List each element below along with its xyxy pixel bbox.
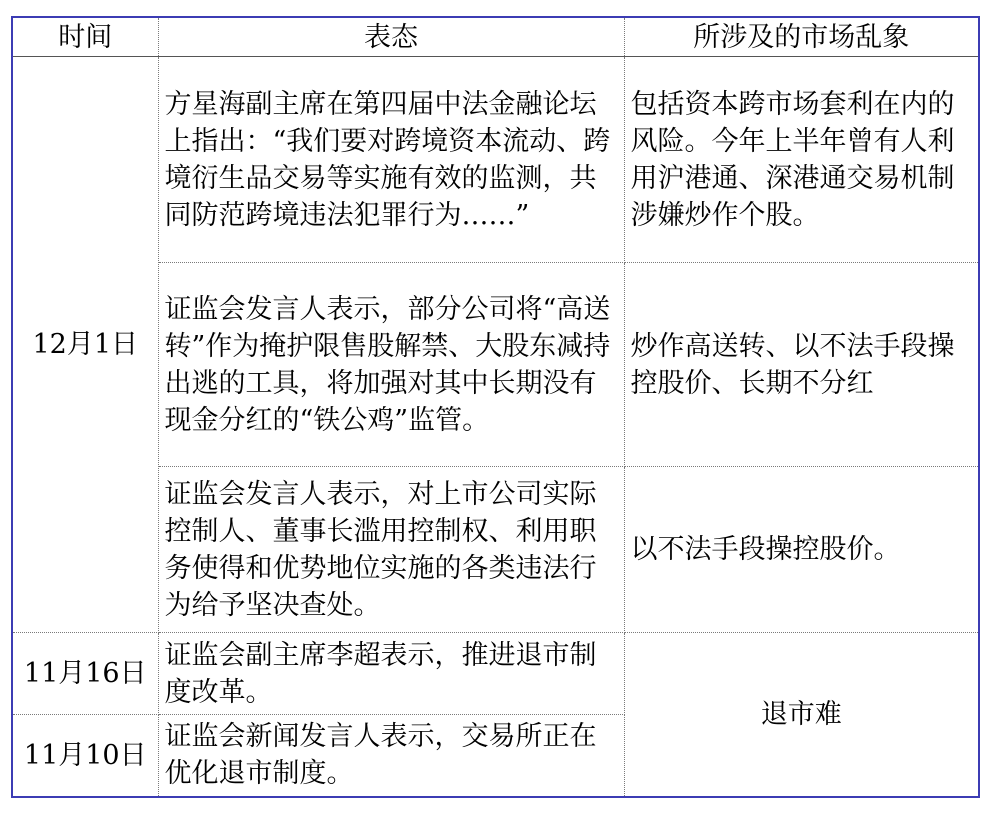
header-statement: 表态 bbox=[158, 17, 624, 57]
statement-cell: 证监会新闻发言人表示，交易所正在优化退市制度。 bbox=[158, 715, 624, 797]
table-row bbox=[12, 633, 979, 715]
table-row bbox=[12, 467, 979, 633]
issue-cell: 炒作高送转、以不法手段操控股价、长期不分红 bbox=[624, 263, 979, 467]
table-row bbox=[12, 57, 979, 263]
issue-cell: 以不法手段操控股价。 bbox=[624, 467, 979, 633]
date-cell: 12月1日 bbox=[12, 57, 158, 633]
statement-cell: 证监会发言人表示，对上市公司实际控制人、董事长滥用控制权、利用职务使得和优势地位实施的各类违法行为给予坚决查处。 bbox=[158, 467, 624, 633]
table-row bbox=[12, 263, 979, 467]
regulation-table bbox=[11, 16, 980, 798]
issue-cell: 退市难 bbox=[624, 633, 979, 797]
header-issues: 所涉及的市场乱象 bbox=[624, 17, 979, 57]
date-cell: 11月16日 bbox=[12, 633, 158, 715]
issue-cell: 包括资本跨市场套利在内的风险。今年上半年曾有人利用沪港通、深港通交易机制涉嫌炒作个股。 bbox=[624, 57, 979, 263]
date-cell: 11月10日 bbox=[12, 715, 158, 797]
header-row bbox=[12, 17, 979, 57]
statement-cell: 证监会副主席李超表示，推进退市制度改革。 bbox=[158, 633, 624, 715]
statement-cell: 方星海副主席在第四届中法金融论坛上指出：“我们要对跨境资本流动、跨境衍生品交易等实施有效的监测，共同防范跨境违法犯罪行为……” bbox=[158, 57, 624, 263]
statement-cell: 证监会发言人表示，部分公司将“高送转”作为掩护限售股解禁、大股东减持出逃的工具，将加强对其中长期没有现金分红的“铁公鸡”监管。 bbox=[158, 263, 624, 467]
header-time: 时间 bbox=[12, 17, 158, 57]
